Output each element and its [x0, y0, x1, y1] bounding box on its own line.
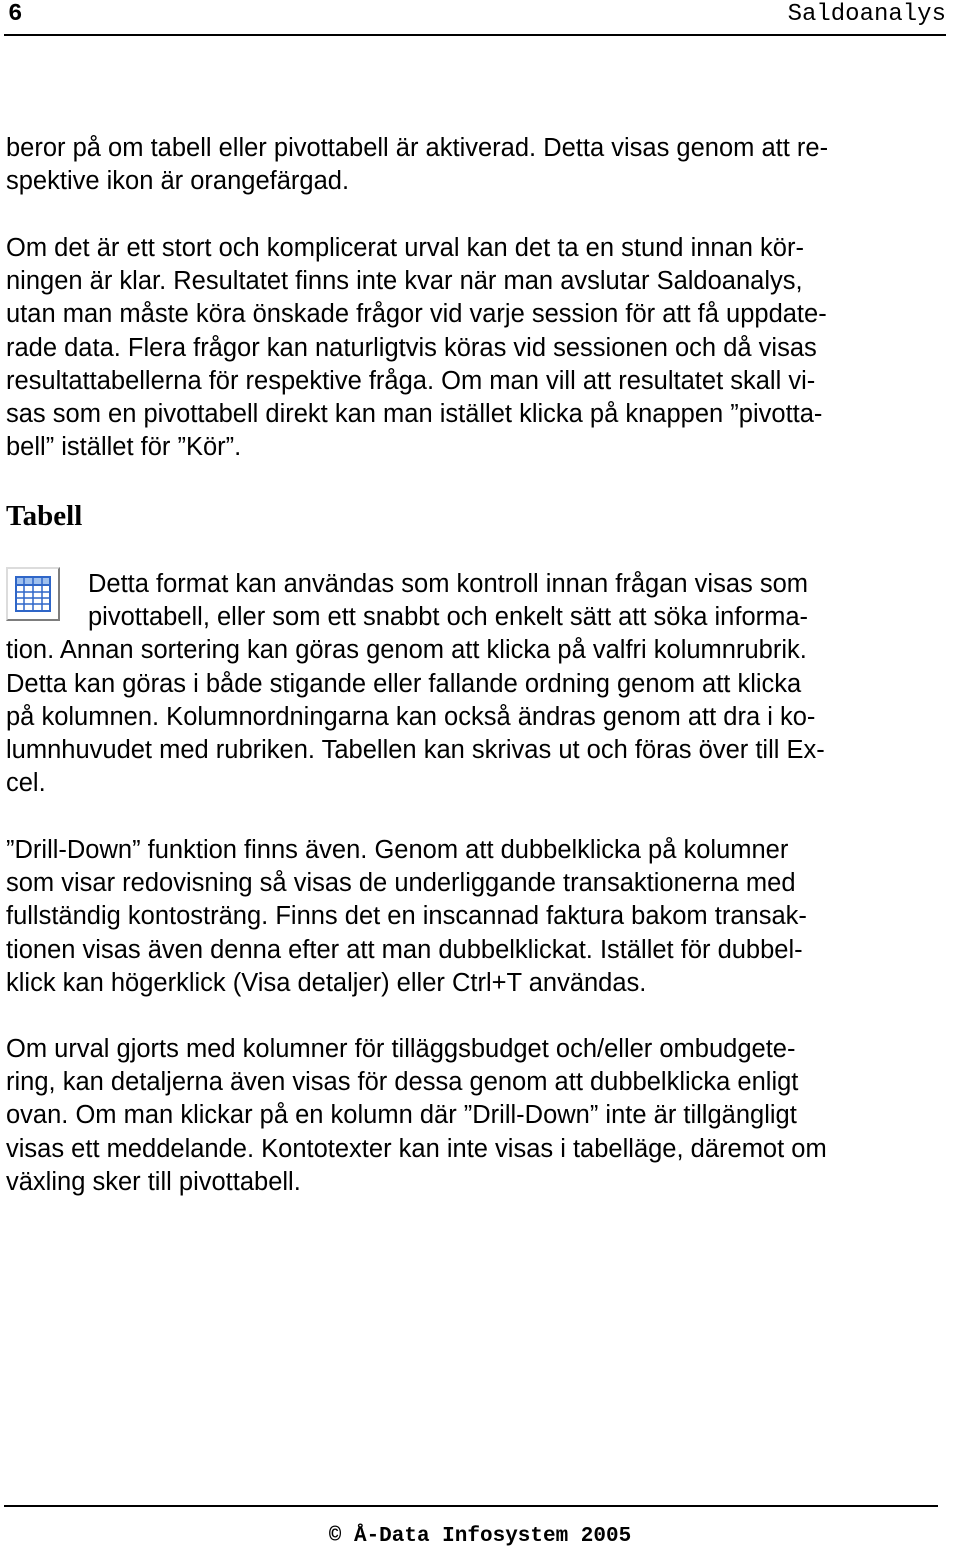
- text-line: spektive ikon är orangefärgad.: [6, 167, 350, 196]
- paragraph-tabell: [6, 568, 936, 800]
- text-line: ovan. Om man klickar på en kolumn där ”Drill-Down” inte är tillgängligt: [6, 1101, 797, 1130]
- paragraph-intro: [6, 132, 936, 198]
- text-line: ningen är klar. Resultatet finns inte kvar när man avslutar Saldoanalys,: [6, 267, 803, 296]
- footer-divider: [4, 1505, 938, 1507]
- page-header: [4, 0, 946, 36]
- footer-copyright: © Å-Data Infosystem 2005: [328, 1525, 632, 1548]
- text-line: pivottabell, eller som ett snabbt och enkelt sätt att söka informa-: [88, 603, 809, 632]
- text-line: fullständig kontosträng. Finns det en inscannad faktura bakom transak-: [6, 902, 807, 931]
- text-line: växling sker till pivottabell.: [6, 1167, 301, 1196]
- text-line: tion. Annan sortering kan göras genom att klicka på valfri kolumnrubrik.: [6, 636, 807, 665]
- text-line: Detta format kan användas som kontroll innan frågan visas som: [88, 570, 809, 598]
- text-line: lumnhuvudet med rubriken. Tabellen kan skrivas ut och föras över till Ex-: [6, 736, 825, 765]
- text-line: tionen visas även denna efter att man dubbelklickat. Istället för dubbel-: [6, 935, 803, 964]
- text-line: sas som en pivottabell direkt kan man istället klicka på knappen ”pivotta-: [6, 400, 823, 429]
- text-line: på kolumnen. Kolumnordningarna kan också ändras genom att dra i ko-: [6, 702, 816, 731]
- paragraph-drilldown: [6, 834, 936, 1000]
- text-line: rade data. Flera frågor kan naturligtvis köras vid sessionen och då visas: [6, 333, 817, 362]
- paragraph-ombudgetering: [6, 1033, 936, 1199]
- text-line: beror på om tabell eller pivottabell är aktiverad. Detta visas genom att re-: [6, 134, 829, 162]
- text-line: cel.: [6, 769, 46, 798]
- text-line: som visar redovisning så visas de underliggande transaktionerna med: [6, 869, 796, 898]
- text-line: Om urval gjorts med kolumner för tilläggsbudget och/eller ombudgete-: [6, 1035, 796, 1063]
- text-line: Detta kan göras i både stigande eller fallande ordning genom att klicka: [6, 669, 802, 698]
- text-line: visas ett meddelande. Kontotexter kan inte visas i tabelläge, däremot om: [6, 1134, 827, 1163]
- text-line: ”Drill-Down” funktion finns även. Genom att dubbelklicka på kolumner: [6, 836, 789, 864]
- text-line: Om det är ett stort och komplicerat urval kan det ta en stund innan kör-: [6, 234, 804, 262]
- text-line: klick kan högerklick (Visa detaljer) eller Ctrl+T användas.: [6, 968, 647, 997]
- running-title: Saldoanalys: [787, 1, 946, 28]
- text-line: resultattabellerna för respektive fråga. Om man vill att resultatet skall vi-: [6, 366, 816, 395]
- text-line: utan man måste köra önskade frågor vid varje session för att få uppdate-: [6, 300, 827, 329]
- text-line: ring, kan detaljerna även visas för dessa genom att dubbelklicka enligt: [6, 1068, 799, 1097]
- page-number: 6: [8, 1, 23, 28]
- section-heading: Tabell: [6, 500, 83, 532]
- paragraph-urval: [6, 232, 936, 464]
- text-line: bell” istället för ”Kör”.: [6, 433, 242, 462]
